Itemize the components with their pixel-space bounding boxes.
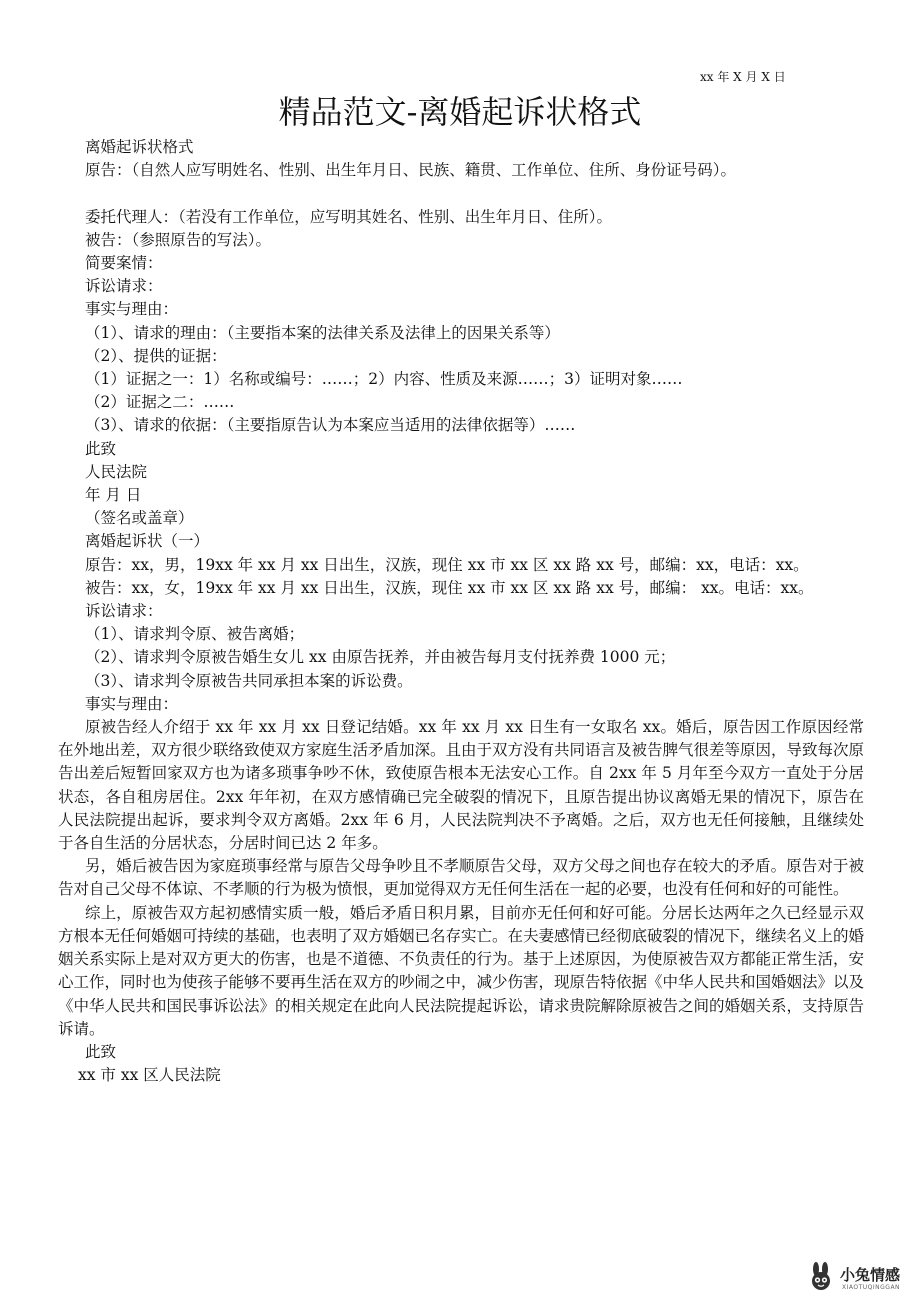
template-line: 事实与理由： bbox=[85, 300, 179, 319]
facts-paragraph: 另，婚后被告因为家庭琐事经常与原告父母争吵且不孝顺原告父母，双方父母之间也存在较大的矛盾。原告对于被告对自己父母不体谅、不孝顺的行为极为愤恨，更加觉得双方无任何生活在一起的必要，也没有任何和好的可能性。 bbox=[58, 857, 864, 899]
template-line: 简要案情： bbox=[85, 254, 163, 272]
defendant-info: 被告：xx，女，19xx 年 xx 月 xx 日出生，汉族，现住 xx 市 xx 区 xx 路 xx 号，邮编： xx。电话：xx。 bbox=[85, 578, 814, 597]
closing: 此致 bbox=[85, 1042, 117, 1061]
watermark-logo bbox=[806, 1262, 916, 1298]
claim-item: （3）、请求判令原被告共同承担本案的诉讼费。 bbox=[85, 671, 413, 690]
template-line: （3）、请求的依据：（主要指原告认为本案应当适用的法律依据等）…… bbox=[85, 416, 576, 435]
template-line: （2）、提供的证据： bbox=[85, 346, 227, 365]
template-line: （2）证据之二：…… bbox=[85, 393, 235, 412]
template-line: 年 月 日 bbox=[85, 486, 142, 505]
blank-line bbox=[58, 182, 864, 205]
template-line: 被告：（参照原告的写法）。 bbox=[85, 230, 272, 249]
watermark-name: 小兔情感 bbox=[840, 1266, 901, 1284]
claim-item: （2）、请求判令原被告婚生女儿 xx 由原告抚养，并由被告每月支付抚养费 1000 元； bbox=[85, 648, 676, 667]
facts-heading: 事实与理由： bbox=[85, 694, 179, 713]
claims-heading: 诉讼请求： bbox=[85, 602, 163, 621]
template-line: 诉讼请求： bbox=[85, 277, 163, 296]
watermark-sub: XIAOTUQINGGAN bbox=[842, 1284, 901, 1291]
template-line: 人民法院 bbox=[85, 462, 148, 481]
template-line: 此致 bbox=[85, 439, 117, 458]
template-line: 委托代理人：（若没有工作单位，应写明其姓名、性别、出生年月日、住所）。 bbox=[85, 207, 613, 226]
template-line: 原告：（自然人应写明姓名、性别、出生年月日、民族、籍贯、工作单位、住所、身份证号码）。 bbox=[85, 161, 737, 180]
document-date: xx 年 X 月 X 日 bbox=[700, 70, 786, 84]
template-line: （1）证据之一：1）名称或编号：……；2）内容、性质及来源……；3）证明对象…… bbox=[85, 370, 683, 389]
plaintiff-info: 原告：xx，男，19xx 年 xx 月 xx 日出生，汉族，现住 xx 市 xx 区 xx 路 xx 号，邮编：xx，电话：xx。 bbox=[85, 555, 809, 574]
facts-paragraph: 综上，原被告双方起初感情实质一般，婚后矛盾日积月累，目前亦无任何和好可能。分居长达两年之久已经显示双方根本无任何婚姻可持续的基础，也表明了双方婚姻已名存实亡。在夫妻感情已经彻底破裂的情况下，继续名义上的婚姻关系实际上是对双方更大的伤害，也是不道德、不负责任的行为。基于上述原因，为使原被告双方都能正常生活，安心工作，同时也为使孩子能够不要再生活在双方的吵闹之中，减少伤害，现原告特依据《中华人民共和国婚姻法》以及《中华人民共和国民事诉讼法》的相关规定在此向人民法院提起诉讼，请求贵院解除原被告之间的婚姻关系，支持原告诉请。 bbox=[58, 903, 865, 1038]
template-line: （1）、请求的理由：（主要指本案的法律关系及法律上的因果关系等） bbox=[85, 323, 560, 342]
claim-item: （1）、请求判令原、被告离婚； bbox=[85, 625, 305, 644]
template-heading: 离婚起诉状格式 bbox=[85, 138, 194, 156]
template-line: （签名或盖章） bbox=[85, 509, 194, 528]
document-body bbox=[58, 136, 864, 1087]
court-name: xx 市 xx 区人民法院 bbox=[78, 1066, 221, 1085]
sample-heading: 离婚起诉状（一） bbox=[85, 532, 210, 551]
rabbit-logo-icon bbox=[806, 1262, 836, 1292]
facts-paragraph: 原被告经人介绍于 xx 年 xx 月 xx 日登记结婚。xx 年 xx 月 xx 日生有一女取名 xx。婚后，原告因工作原因经常在外地出差，双方很少联络致使双方家庭生活矛盾加深。且由于双方没有共同语言及被告脾气很差等原因，导致每次原告出差后短暂回家双方也为诸多琐事争吵不休，致使原告根本无法安心工作。自 2xx 年 5 月年至今双方一直处于分居状态，各自租房居住。2xx 年年初，在双方感情确已完全破裂的情况下，且原告提出协议离婚无果的情况下，原告在人民法院提出起诉，要求判令双方离婚。2xx 年 6 月，人民法院判决不予离婚。之后，双方也无任何接触，且继续处于各自生活的分居状态，分居时间已达 2 年多。 bbox=[58, 718, 865, 853]
document-title: 精品范文-离婚起诉状格式 bbox=[278, 93, 642, 131]
